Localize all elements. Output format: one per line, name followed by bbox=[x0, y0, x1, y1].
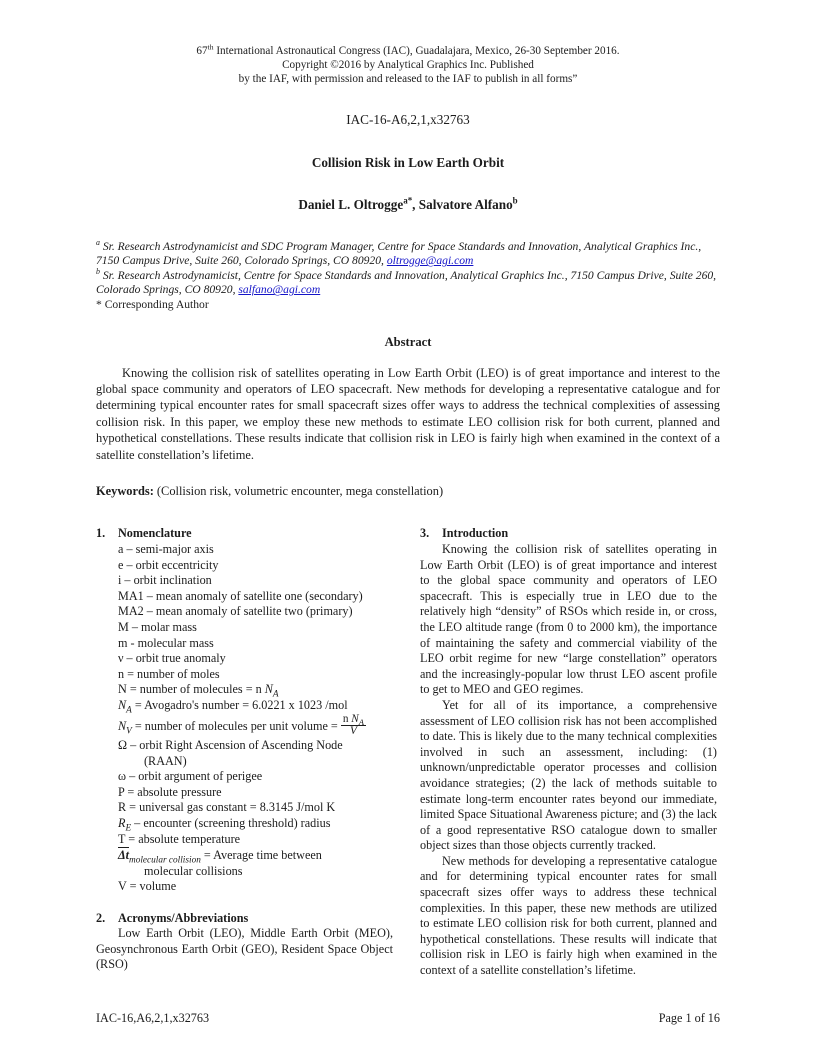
nomenclature-item: M – molar mass bbox=[118, 619, 197, 634]
column-left bbox=[96, 526, 393, 978]
section-heading-acronyms bbox=[96, 911, 393, 927]
delta-t-text-line2: molecular collisions bbox=[144, 863, 243, 878]
nomenclature-item: a – semi-major axis bbox=[118, 542, 214, 557]
introduction-paragraph-1: Knowing the collision risk of satellites operating in Low Earth Orbit (LEO) is of great importance and interest to the global space community and operators of LEO spacecraft. This is especially true in LEO due to the relatively high “density” of RSOs which reside in, or cross, the LEO altitude range (from 0 to 2000 km), the importance of maintaining the safety and commercial viability of the LEO orbit regime for new “large constellation” operators and the increasingly-popular low thrust LEO ascent profile to get to MEO and GEO regimes. bbox=[420, 542, 717, 697]
nomenclature-list bbox=[96, 542, 393, 895]
nomenclature-item-pressure: P = absolute pressure bbox=[118, 784, 222, 799]
nomenclature-item-number-density bbox=[118, 714, 393, 739]
nv-numerator-symbol: N bbox=[351, 712, 359, 725]
delta-t-symbol: Δt bbox=[118, 848, 130, 863]
raan-text: Ω – orbit Right Ascension of Ascending Node bbox=[118, 738, 343, 753]
nomenclature-item: m - molecular mass bbox=[118, 635, 214, 650]
section-heading-introduction bbox=[420, 526, 717, 542]
page-footer bbox=[96, 1011, 720, 1026]
page-title: Collision Risk in Low Earth Orbit bbox=[311, 154, 505, 170]
acronyms-body: Low Earth Orbit (LEO), Middle Earth Orbit (MEO), Geosynchronous Earth Orbit (GEO), Resident Space Object (RSO) bbox=[96, 926, 393, 972]
section-heading-nomenclature bbox=[96, 526, 393, 542]
nv-numerator-subscript: A bbox=[358, 716, 364, 727]
column-right bbox=[420, 526, 717, 978]
conference-ordinal-suffix: th bbox=[207, 42, 214, 52]
nomenclature-item: i – orbit inclination bbox=[118, 573, 212, 588]
body-columns bbox=[96, 526, 720, 978]
copyright-line: Copyright ©2016 by Analytical Graphics Inc. Published bbox=[282, 59, 534, 72]
permission-line: by the IAF, with permission and released to the IAF to publish in all forms” bbox=[238, 73, 578, 86]
nomenclature-item: ν – orbit true anomaly bbox=[118, 651, 226, 666]
nomenclature-item: n = number of moles bbox=[118, 666, 220, 681]
affiliation-a bbox=[96, 237, 720, 269]
nomenclature-item-temperature: T = absolute temperature bbox=[118, 831, 241, 846]
keywords-label: Keywords: bbox=[96, 484, 154, 499]
conference-header bbox=[96, 44, 720, 87]
re-symbol: R bbox=[118, 816, 126, 831]
raan-abbrev: (RAAN) bbox=[144, 753, 187, 768]
nomenclature-item-gas-constant: R = universal gas constant = 8.3145 J/mol K bbox=[118, 800, 336, 815]
introduction-paragraph-2: Yet for all of its importance, a comprehensive assessment of LEO collision risk has not been accomplished to date. This is likely due to the many technical complexities involved in such an assessment, including: (1) unknown/unpredictable operator processes and collision avoidance strategies; (2) the lack of methods suitable to estimate long-term encounter rates beyond our immediate, limited Space Situational Awareness picture; and (3) the lack of a good representative RSO catalogue down to smaller object sizes than those objects currently tracked. bbox=[420, 697, 717, 853]
paper-id: IAC-16-A6,2,1,x32763 bbox=[346, 111, 470, 127]
section-title-2: Acronyms/Abbreviations bbox=[118, 910, 249, 925]
nv-subscript: V bbox=[126, 726, 132, 737]
author-list bbox=[96, 197, 720, 213]
delta-t-subscript: molecular collision bbox=[129, 855, 201, 866]
author-affiliation-marker-2: b bbox=[512, 195, 518, 206]
nomenclature-item-raan bbox=[118, 738, 393, 769]
email-link-alfano[interactable]: salfano@agi.com bbox=[238, 283, 321, 297]
nomenclature-item-argument-of-perigee: ω – orbit argument of perigee bbox=[118, 769, 263, 784]
nomenclature-item-encounter-radius bbox=[118, 816, 393, 832]
nomenclature-item-volume: V = volume bbox=[118, 879, 177, 894]
nv-numerator-n: n bbox=[342, 712, 352, 725]
avogadro-subscript: A bbox=[126, 705, 132, 716]
section-title-1: Nomenclature bbox=[118, 526, 192, 541]
nomenclature-item-mean-collision-time bbox=[118, 847, 393, 879]
section-number-1: 1. bbox=[96, 526, 106, 541]
keywords-value: (Collision risk, volumetric encounter, mega constellation) bbox=[153, 484, 444, 499]
author-name-2: Salvatore Alfano bbox=[418, 196, 513, 212]
section-number-3: 3. bbox=[420, 526, 430, 541]
author-name-1: Daniel L. Oltrogge bbox=[298, 196, 404, 212]
abstract-heading: Abstract bbox=[384, 334, 432, 349]
footer-page-number: Page 1 of 16 bbox=[658, 1011, 720, 1025]
conference-name: International Astronautical Congress (IAC), Guadalajara, Mexico, 26-30 September 2016. bbox=[213, 45, 620, 57]
author-affiliation-marker-1: a* bbox=[403, 195, 413, 206]
nv-fraction-denominator: V bbox=[349, 725, 357, 738]
avogadro-symbol: N bbox=[118, 697, 127, 712]
n-molecules-text: N = number of molecules = n bbox=[118, 682, 265, 697]
nomenclature-item: MA1 – mean anomaly of satellite one (secondary) bbox=[118, 588, 363, 603]
nv-text: = number of molecules per unit volume = bbox=[131, 718, 341, 733]
footer-paper-id: IAC-16,A6,2,1,x32763 bbox=[96, 1011, 210, 1025]
affiliations-block bbox=[96, 237, 720, 313]
nomenclature-item-number-of-molecules bbox=[118, 682, 393, 698]
nomenclature-item: MA2 – mean anomaly of satellite two (primary) bbox=[118, 604, 353, 619]
corresponding-author-note: * Corresponding Author bbox=[96, 297, 209, 311]
conference-ordinal: 67 bbox=[196, 45, 208, 57]
nv-symbol: N bbox=[118, 718, 127, 733]
re-text: – encounter (screening threshold) radius bbox=[131, 816, 331, 831]
affiliation-b-text: Sr. Research Astrodynamicist, Centre for Space Standards and Innovation, Analytical Graphics Inc., 7150 Campus Drive, Suite 260, Colorado Springs, CO 80920, bbox=[96, 268, 717, 297]
conference-header-line1 bbox=[96, 44, 720, 58]
section-number-2: 2. bbox=[96, 910, 106, 925]
abstract-body: Knowing the collision risk of satellites operating in Low Earth Orbit (LEO) is of great importance and interest to the global space community and operators of LEO spacecraft. New methods for developing a representative catalogue and for determining typical encounter rates for small spacecraft sizes offer ways to address the technical complexities of assessing collision risk. In this paper, we employ these new methods to estimate LEO collision risk for both current, planned and hypothetical constellations. These results indicate that collision risk in LEO is fairly high when examined in the context of a satellite constellation’s lifetime. bbox=[96, 365, 720, 462]
re-subscript: E bbox=[125, 823, 132, 834]
introduction-paragraph-3: New methods for developing a representative catalogue and for determining typical encounter rates for small spacecraft sizes offer ways to address these technical complexities. In this paper, these new methods are utilized to estimate LEO collision risk for both current, planned and hypothetical constellations. These results will indicate that collision risk in LEO is fairly high when examined in the context of a satellite constellation’s lifetime. bbox=[420, 853, 717, 978]
section-title-3: Introduction bbox=[442, 526, 509, 541]
author-separator: , bbox=[412, 196, 419, 212]
avogadro-text: = Avogadro's number = 6.0221 x 1023 /mol bbox=[131, 697, 348, 712]
delta-t-text: = Average time between bbox=[200, 848, 322, 863]
affiliation-a-text: Sr. Research Astrodynamicist and SDC Program Manager, Centre for Space Standards and Innovation, Analytical Graphics Inc., 7150 Campus Drive, Suite 260, Colorado Springs, CO 80920, bbox=[96, 239, 702, 268]
affiliation-b bbox=[96, 266, 720, 298]
nomenclature-item: e – orbit eccentricity bbox=[118, 557, 219, 572]
nomenclature-item-avogadro bbox=[118, 698, 393, 714]
nv-fraction bbox=[341, 714, 366, 739]
affiliation-marker-b: b bbox=[96, 266, 100, 276]
n-molecules-subscript: A bbox=[272, 689, 279, 700]
n-molecules-symbol: N bbox=[264, 682, 273, 697]
keywords bbox=[96, 483, 720, 499]
affiliation-marker-a: a bbox=[96, 237, 100, 247]
email-link-oltrogge[interactable]: oltrogge@agi.com bbox=[386, 254, 474, 268]
